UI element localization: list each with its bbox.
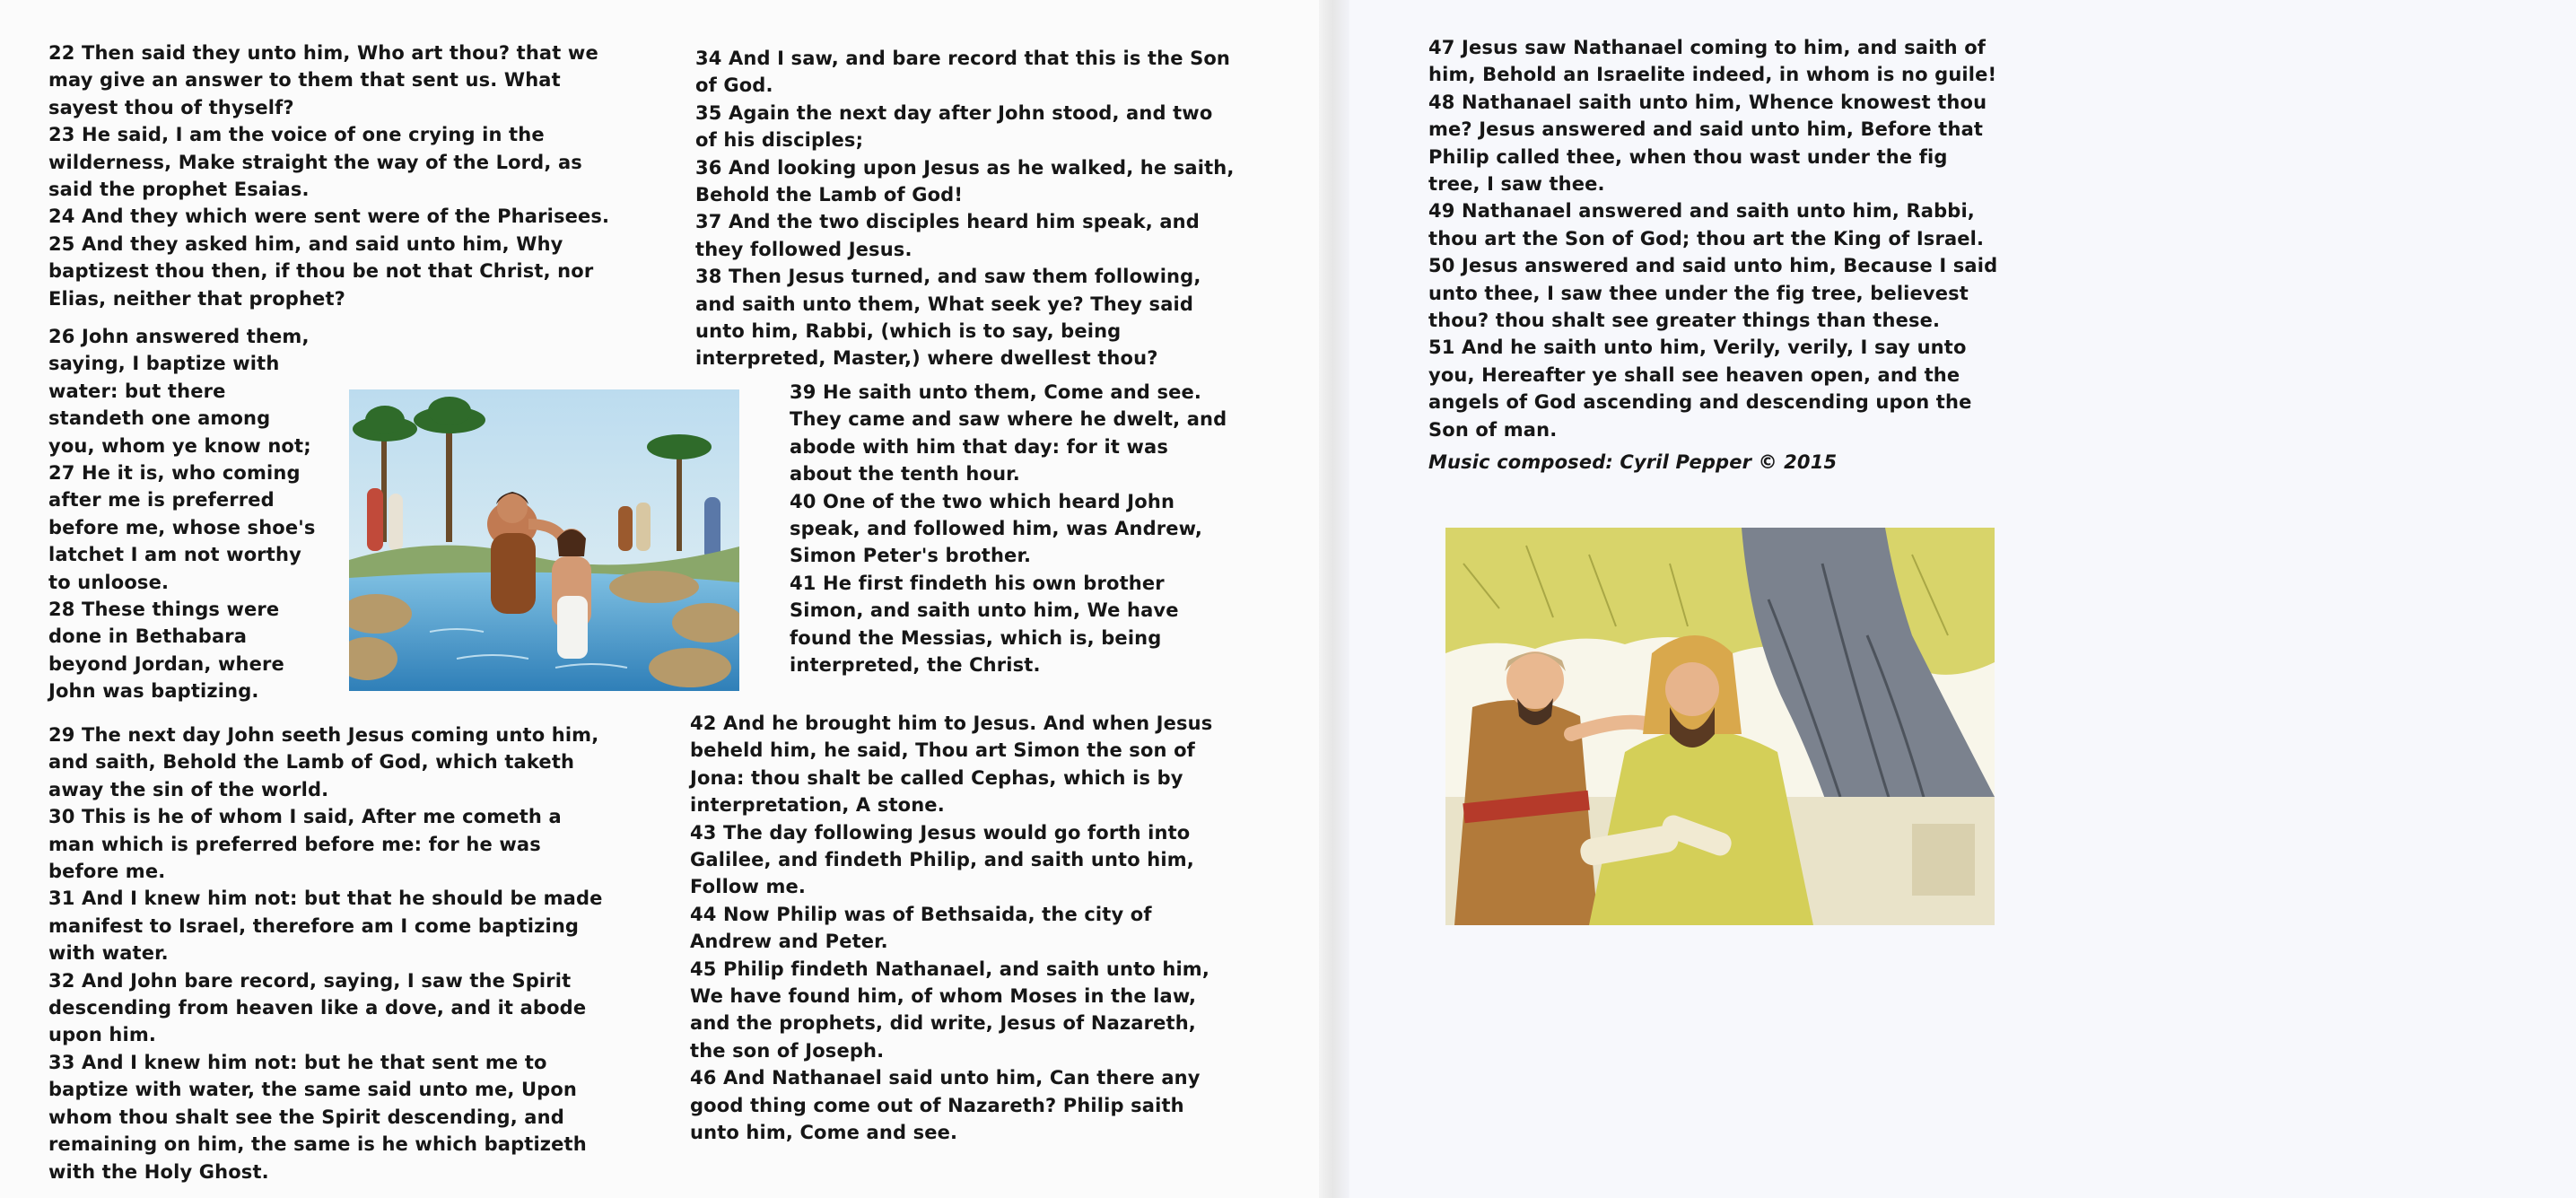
verse: 23 He said, I am the voice of one crying in the wilderness, Make straight the way of the Lord, as said the prophet Esaias. [48,124,582,201]
verse: 50 Jesus answered and said unto him, Because I said unto thee, I saw thee under the fig tree, believest thou? thou shalt see greater things than these. [1428,255,1998,332]
col2-top-verses [695,45,1236,372]
right-page-verses [1428,34,2003,443]
verse: 27 He it is, who coming after me is preferred before me, whose shoe's latchet I am not worthy to unloose. [48,462,316,593]
verse: 43 The day following Jesus would go forth into Galilee, and findeth Philip, and saith unto him, Follow me. [690,821,1194,898]
verse: 30 This is he of whom I said, After me cometh a man which is preferred before me: for he was before me. [48,806,562,883]
verse: 24 And they which were sent were of the Pharisees. [48,205,610,228]
verse: 28 These things were done in Bethabara beyond Jordan, where John was baptizing. [48,599,284,703]
verse: 51 And he saith unto him, Verily, verily, I say unto you, Hereafter ye shall see heaven open, and the angels of God ascending and descending upon the Son of man. [1428,337,1972,441]
verse: 26 John answered them, saying, I baptize with water: but there standeth one among you, whom ye know not; [48,326,311,457]
col2-mid-verses [790,379,1236,678]
verse: 22 Then said they unto him, Who art thou? that we may give an answer to them that sent us. What sayest thou of thyself? [48,42,598,118]
verse: 40 One of the two which heard John speak, and followed him, was Andrew, Simon Peter's brother. [790,490,1203,567]
col1-mid-verses [48,323,318,705]
verse: 37 And the two disciples heard him speak, and they followed Jesus. [695,211,1200,260]
verse: 38 Then Jesus turned, and saw them following, and saith unto them, What seek ye? They said unto him, Rabbi, (which is to say, being interpreted, Master,) where dwellest thou? [695,266,1201,370]
verse: 25 And they asked him, and said unto him, Why baptizest thou then, if thou be not that Christ, nor Elias, neither that prophet? [48,232,594,310]
verse: 34 And I saw, and bare record that this is the Son of God. [695,48,1231,97]
verse: 48 Nathanael saith unto him, Whence knowest thou me? Jesus answered and said unto him, Before that Philip called thee, when thou wast under the fig tree, I saw thee. [1428,91,1987,196]
verse: 31 And I knew him not: but that he should be made manifest to Israel, therefore am I come baptizing with water. [48,888,603,965]
verse: 32 And John bare record, saying, I saw the Spirit descending from heaven like a dove, and it abode upon him. [48,969,587,1046]
verse: 35 Again the next day after John stood, and two of his disciples; [695,101,1213,152]
verse: 45 Philip findeth Nathanael, and saith unto him, We have found him, of whom Moses in the law, and the prophets, did write, Jesus of Nazareth, the son of Joseph. [690,958,1209,1062]
col2-bottom-verses [690,710,1237,1147]
music-credit: Music composed: Cyril Pepper © 2015 [1428,451,1838,473]
verse: 33 And I knew him not: but he that sent me to baptize with water, the same said unto me, Upon whom thou shalt see the Spirit descending, and remaining on him, the same is he which baptizeth with the Holy Ghost. [48,1051,587,1183]
verse: 29 The next day John seeth Jesus coming unto him, and saith, Behold the Lamb of God, which taketh away the sin of the world. [48,724,599,800]
col1-top-verses [48,39,614,312]
nathanael-fig-tree-illustration [1445,528,1995,925]
verse: 44 Now Philip was of Bethsaida, the city of Andrew and Peter. [690,903,1152,953]
verse: 49 Nathanael answered and saith unto him, Rabbi, thou art the Son of God; thou art the King of Israel. [1428,200,1985,249]
baptism-illustration [349,389,739,691]
verse: 41 He first findeth his own brother Simon, and saith unto him, We have found the Messias, which is, being interpreted, the Christ. [790,572,1179,677]
verse: 46 And Nathanael said unto him, Can there any good thing come out of Nazareth? Philip saith unto him, Come and see. [690,1067,1201,1144]
verse: 42 And he brought him to Jesus. And when Jesus beheld him, he said, Thou art Simon the son of Jona: thou shalt be called Cephas, which is by interpretation, A stone. [690,713,1213,817]
verse: 39 He saith unto them, Come and see. They came and saw where he dwelt, and abode with him that day: for it was about the tenth hour. [790,381,1227,485]
col1-bottom-verses [48,721,614,1185]
verse: 47 Jesus saw Nathanael coming to him, and saith of him, Behold an Israelite indeed, in whom is no guile! [1428,37,1997,86]
book-gutter [1319,0,1349,1198]
verse: 36 And looking upon Jesus as he walked, he saith, Behold the Lamb of God! [695,156,1235,206]
